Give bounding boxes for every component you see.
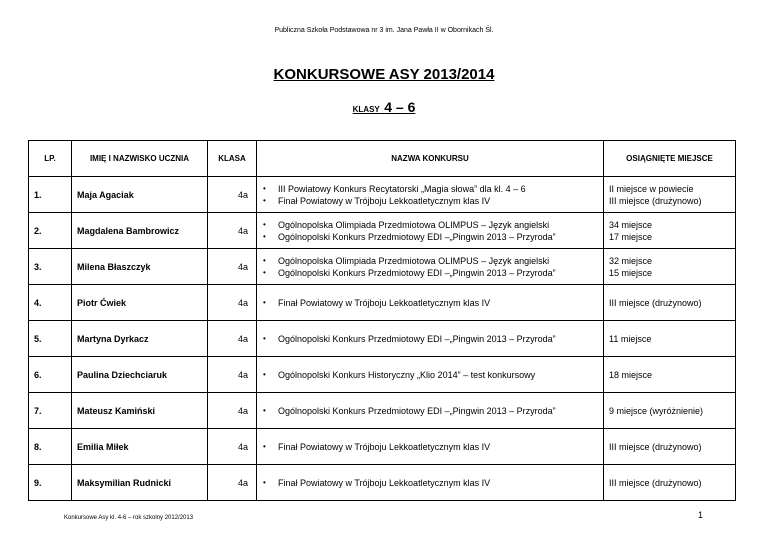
contest-list — [257, 429, 604, 465]
bullet-icon: • — [263, 231, 266, 241]
student-klasa: 4a — [208, 429, 257, 465]
contest-name: Ogólnopolski Konkurs Przedmiotowy EDI –„Pingwin 2013 – Przyroda” — [278, 333, 556, 344]
contest-item — [263, 219, 598, 231]
row-lp: 2. — [29, 213, 72, 249]
row-lp: 3. — [29, 249, 72, 285]
placement-list — [604, 429, 736, 465]
col-header-klasa: KLASA — [208, 141, 257, 177]
bullet-icon: • — [263, 441, 266, 451]
student-klasa: 4a — [208, 465, 257, 501]
placement: 18 miejsce — [609, 369, 653, 380]
contest-item — [263, 231, 598, 243]
student-klasa: 4a — [208, 177, 257, 213]
student-name: Martyna Dyrkacz — [72, 321, 208, 357]
placement: III miejsce (drużynowo) — [609, 195, 702, 206]
student-klasa: 4a — [208, 321, 257, 357]
bullet-icon: • — [263, 297, 266, 307]
student-klasa: 4a — [208, 357, 257, 393]
table-row — [29, 249, 736, 285]
student-name: Emilia Miłek — [72, 429, 208, 465]
placement-list — [604, 177, 736, 213]
placement-list — [604, 249, 736, 285]
placement: III miejsce (drużynowo) — [609, 441, 702, 452]
placement: II miejsce w powiecie — [609, 183, 694, 194]
contest-name: Ogólnopolski Konkurs Przedmiotowy EDI –„Pingwin 2013 – Przyroda” — [278, 231, 556, 242]
bullet-icon: • — [263, 255, 266, 265]
placement-list — [604, 357, 736, 393]
student-name: Maja Agaciak — [72, 177, 208, 213]
placement: III miejsce (drużynowo) — [609, 477, 702, 488]
contest-list — [257, 393, 604, 429]
subtitle-range: 4 – 6 — [384, 99, 416, 115]
contest-name: III Powiatowy Konkurs Recytatorski „Magia słowa” dla kl. 4 – 6 — [278, 183, 526, 194]
table-row — [29, 213, 736, 249]
subtitle-prefix: KLASY — [352, 105, 380, 114]
table-row — [29, 393, 736, 429]
placement: 9 miejsce (wyróżnienie) — [609, 405, 704, 416]
contest-item — [263, 333, 598, 345]
table-row — [29, 357, 736, 393]
contest-list — [257, 357, 604, 393]
placement-list — [604, 285, 736, 321]
placement-list — [604, 393, 736, 429]
page-subtitle — [0, 99, 768, 117]
contest-name: Ogólnopolska Olimpiada Przedmiotowa OLIMPUS – Język angielski — [278, 219, 550, 230]
col-header-lp: LP. — [29, 141, 72, 177]
contest-list — [257, 177, 604, 213]
contest-item — [263, 477, 598, 489]
student-name: Mateusz Kamiński — [72, 393, 208, 429]
row-lp: 6. — [29, 357, 72, 393]
table-body — [29, 177, 736, 501]
page-title: KONKURSOWE ASY 2013/2014 — [273, 66, 495, 83]
bullet-icon: • — [263, 195, 266, 205]
table-row — [29, 429, 736, 465]
footer-text: Konkursowe Asy kl. 4-6 – rok szkolny 2012/2013 — [64, 515, 194, 521]
placement: 15 miejsce — [609, 267, 653, 278]
row-lp: 9. — [29, 465, 72, 501]
contest-list — [257, 465, 604, 501]
bullet-icon: • — [263, 369, 266, 379]
bullet-icon: • — [263, 183, 266, 193]
row-lp: 8. — [29, 429, 72, 465]
contest-list — [257, 285, 604, 321]
contest-name: Finał Powiatowy w Trójboju Lekkoatletycznym klas IV — [278, 441, 491, 452]
student-name: Milena Błaszczyk — [72, 249, 208, 285]
school-header: Publiczna Szkoła Podstawowa nr 3 im. Jana Pawła II w Obornikach Śl. — [274, 27, 494, 34]
contest-item — [263, 405, 598, 417]
results-table — [28, 140, 736, 501]
contest-item — [263, 195, 598, 207]
table-row — [29, 177, 736, 213]
contest-name: Finał Powiatowy w Trójboju Lekkoatletycznym klas IV — [278, 477, 491, 488]
bullet-icon: • — [263, 333, 266, 343]
placement-list — [604, 213, 736, 249]
placement: 32 miejsce — [609, 255, 653, 266]
bullet-icon: • — [263, 219, 266, 229]
row-lp: 7. — [29, 393, 72, 429]
bullet-icon: • — [263, 267, 266, 277]
bullet-icon: • — [263, 405, 266, 415]
student-klasa: 4a — [208, 213, 257, 249]
table-row — [29, 285, 736, 321]
placement-list — [604, 465, 736, 501]
contest-name: Finał Powiatowy w Trójboju Lekkoatletycznym klas IV — [278, 297, 491, 308]
contest-list — [257, 321, 604, 357]
row-lp: 1. — [29, 177, 72, 213]
contest-item — [263, 441, 598, 453]
contest-name: Finał Powiatowy w Trójboju Lekkoatletycznym klas IV — [278, 195, 491, 206]
col-header-name: IMIĘ I NAZWISKO UCZNIA — [72, 141, 208, 177]
page-number: 1 — [698, 510, 704, 520]
contest-name: Ogólnopolska Olimpiada Przedmiotowa OLIMPUS – Język angielski — [278, 255, 550, 266]
row-lp: 5. — [29, 321, 72, 357]
contest-name: Ogólnopolski Konkurs Historyczny „Klio 2014” – test konkursowy — [278, 369, 536, 380]
student-klasa: 4a — [208, 249, 257, 285]
student-klasa: 4a — [208, 285, 257, 321]
contest-item — [263, 369, 598, 381]
contest-item — [263, 183, 598, 195]
student-name: Magdalena Bambrowicz — [72, 213, 208, 249]
table-row — [29, 321, 736, 357]
contest-list — [257, 249, 604, 285]
student-name: Paulina Dziechciaruk — [72, 357, 208, 393]
contest-item — [263, 255, 598, 267]
table-row — [29, 465, 736, 501]
student-name: Piotr Ćwiek — [72, 285, 208, 321]
row-lp: 4. — [29, 285, 72, 321]
contest-item — [263, 297, 598, 309]
contest-name: Ogólnopolski Konkurs Przedmiotowy EDI –„Pingwin 2013 – Przyroda” — [278, 267, 556, 278]
placement: 34 miejsce — [609, 219, 653, 230]
table-header-row — [29, 141, 736, 177]
student-klasa: 4a — [208, 393, 257, 429]
student-name: Maksymilian Rudnicki — [72, 465, 208, 501]
contest-name: Ogólnopolski Konkurs Przedmiotowy EDI –„Pingwin 2013 – Przyroda” — [278, 405, 556, 416]
contest-item — [263, 267, 598, 279]
placement: 17 miejsce — [609, 231, 653, 242]
contest-list — [257, 213, 604, 249]
bullet-icon: • — [263, 477, 266, 487]
col-header-miejsce: OSIĄGNIĘTE MIEJSCE — [604, 141, 736, 177]
placement: III miejsce (drużynowo) — [609, 297, 702, 308]
placement-list — [604, 321, 736, 357]
col-header-konkurs: NAZWA KONKURSU — [257, 141, 604, 177]
placement: 11 miejsce — [609, 333, 652, 344]
